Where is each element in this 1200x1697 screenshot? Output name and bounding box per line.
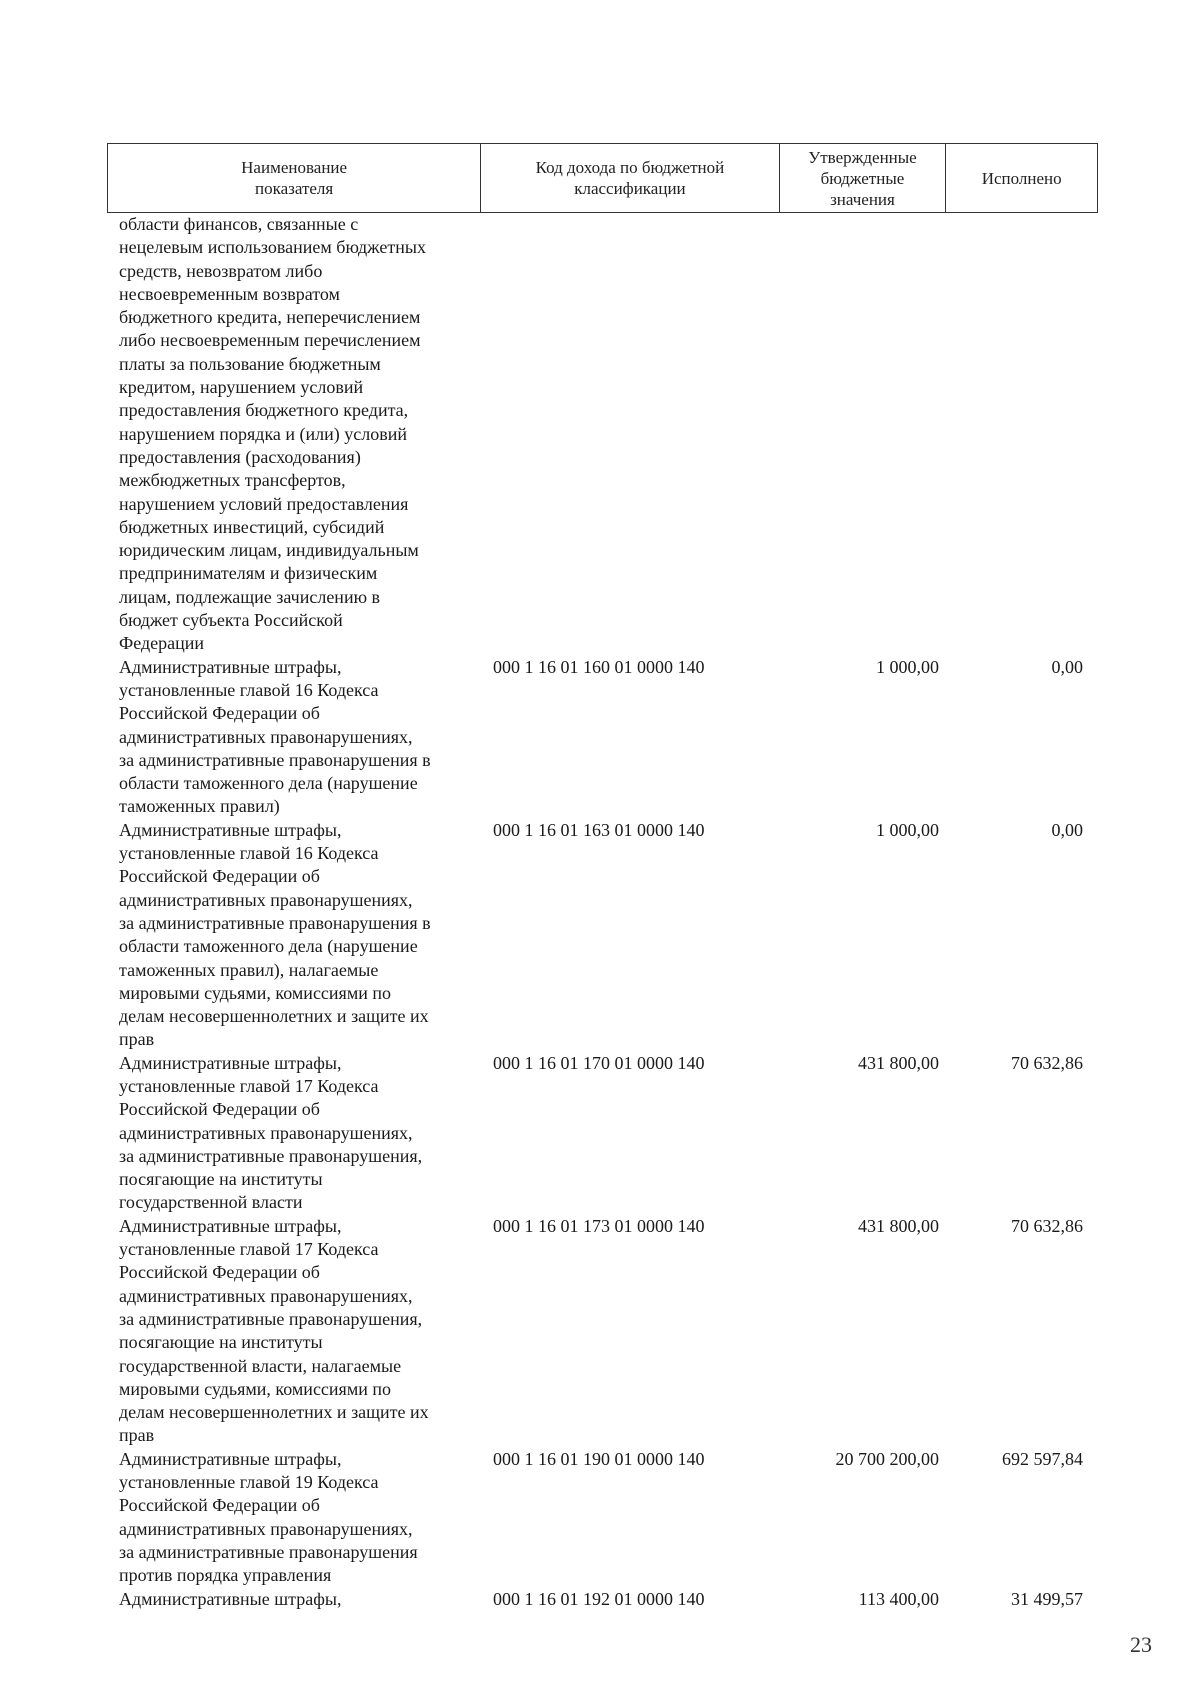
table-row <box>107 656 1098 819</box>
row-indicator-name: Административные штрафы, установленные главой 17 Кодекса Российской Федерации об административных правонарушениях, за административные правонарушения, посягающие на институты государственной власти, налагаемые мировыми судьями, комиссиями по делам несовершеннолетних и защите их прав <box>119 1215 429 1446</box>
table-body <box>107 213 1098 1611</box>
row-approved-value: 431 800,00 <box>858 1215 939 1236</box>
row-revenue-code: 000 1 16 01 190 01 0000 140 <box>493 1448 705 1469</box>
table-row <box>107 1215 1098 1448</box>
row-executed-value: 31 499,57 <box>1011 1588 1083 1609</box>
row-executed-value: 0,00 <box>1051 819 1083 840</box>
table-row <box>107 1052 1098 1215</box>
row-executed-value: 0,00 <box>1051 656 1083 677</box>
table-row <box>107 1448 1098 1588</box>
row-indicator-name: Административные штрафы, установленные главой 19 Кодекса Российской Федерации об административных правонарушениях, за административные правонарушения против порядка управления <box>119 1448 418 1586</box>
row-indicator-name: Административные штрафы, установленные главой 16 Кодекса Российской Федерации об административных правонарушениях, за административные правонарушения в области таможенного дела (нарушение таможенных правил), налагаемые мировыми судьями, комиссиями по делам несовершеннолетних и защите их прав <box>119 819 431 1050</box>
row-indicator-name: Административные штрафы, <box>119 1588 342 1609</box>
row-revenue-code: 000 1 16 01 173 01 0000 140 <box>493 1215 705 1236</box>
row-indicator-name: Административные штрафы, установленные главой 16 Кодекса Российской Федерации об административных правонарушениях, за административные правонарушения в области таможенного дела (нарушение таможенных правил) <box>119 656 431 817</box>
row-approved-value: 113 400,00 <box>858 1588 939 1609</box>
header-executed: Исполнено <box>981 168 1062 188</box>
row-executed-value: 70 632,86 <box>1011 1215 1083 1236</box>
row-revenue-code: 000 1 16 01 163 01 0000 140 <box>493 819 705 840</box>
row-approved-value: 1 000,00 <box>876 656 939 677</box>
table-row <box>107 213 1098 656</box>
row-approved-value: 431 800,00 <box>858 1052 939 1073</box>
page-number: 23 <box>1130 1632 1152 1657</box>
row-indicator-name: области финансов, связанные с нецелевым использованием бюджетных средств, невозвратом либо несвоевременным возвратом бюджетного кредита, неперечислением либо несвоевременным перечислением платы за пользование бюджетным кредитом, нарушением условий предоставления бюджетного кредита, нарушением порядка и (или) условий предоставления (расходования) межбюджетных трансфертов, нарушением условий предоставления бюджетных инвестиций, субсидий юридическим лицам, индивидуальным предпринимателям и физическим лицам, подлежащие зачислению в бюджет субъекта Российской Федерации <box>119 214 426 654</box>
row-approved-value: 1 000,00 <box>876 819 939 840</box>
row-revenue-code: 000 1 16 01 160 01 0000 140 <box>493 656 705 677</box>
row-revenue-code: 000 1 16 01 192 01 0000 140 <box>493 1588 705 1609</box>
header-revenue-code: Код дохода по бюджетной классификации <box>481 144 779 212</box>
table-header <box>107 143 1098 213</box>
table-row <box>107 1588 1098 1611</box>
row-executed-value: 692 597,84 <box>1002 1448 1083 1469</box>
row-indicator-name: Административные штрафы, установленные главой 17 Кодекса Российской Федерации об административных правонарушениях, за административные правонарушения, посягающие на институты государственной власти <box>119 1052 423 1213</box>
row-approved-value: 20 700 200,00 <box>835 1448 939 1469</box>
table-row <box>107 819 1098 1052</box>
header-approved-values: Утвержденные бюджетные значения <box>780 144 947 212</box>
row-executed-value: 70 632,86 <box>1011 1052 1083 1073</box>
row-revenue-code: 000 1 16 01 170 01 0000 140 <box>493 1052 705 1073</box>
header-indicator-name: Наименование показателя <box>108 144 481 212</box>
